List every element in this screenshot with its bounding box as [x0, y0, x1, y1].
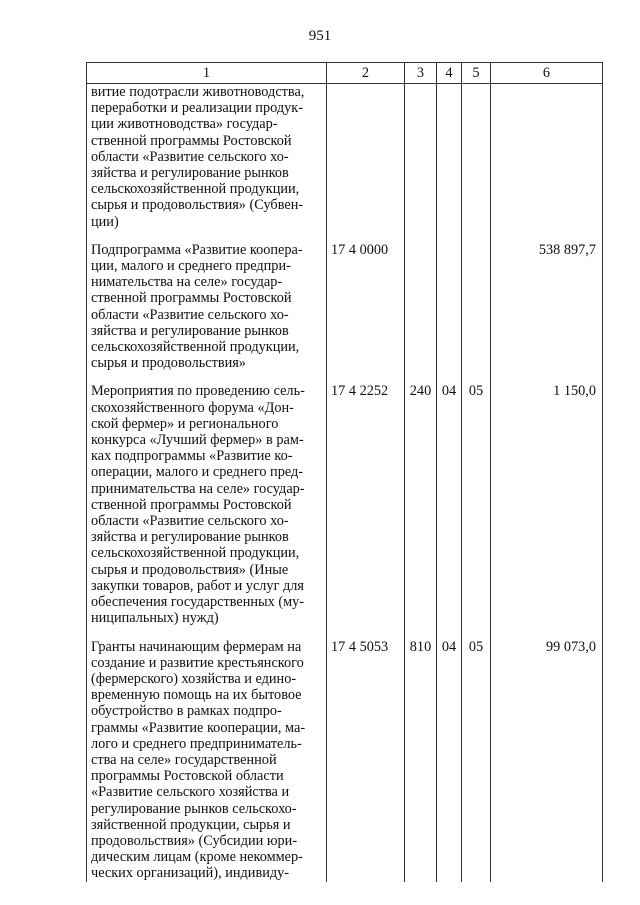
row-pr-cell: 05	[462, 639, 491, 882]
row-name-line: ственной программы Ростовской	[91, 496, 292, 513]
row-name-line: ниципальных) нужд)	[91, 610, 219, 627]
row-name-cell	[87, 242, 327, 372]
row-name-line: принимательства на селе» государ-	[91, 480, 305, 497]
row-name-line: Подпрограмма «Развитие коопера-	[91, 241, 303, 258]
row-name-line: скохозяйственного форума «Дон-	[91, 399, 294, 416]
row-pr-cell: 05	[462, 383, 491, 626]
spacer-cell	[437, 627, 462, 639]
row-name-line: зяйственной продукции, сырья и	[91, 816, 291, 833]
row-name-line: области «Развитие сельского хо-	[91, 306, 289, 323]
row-sum-cell: 538 897,7	[491, 242, 603, 372]
row-name-line: сельскохозяйственной продукции,	[91, 545, 300, 562]
row-name-line: ской фермер» и регионального	[91, 415, 279, 432]
spacer-cell	[87, 371, 327, 383]
spacer-cell	[405, 230, 437, 242]
row-name-line: области «Развитие сельского хо-	[91, 148, 289, 165]
row-sum-cell: 99 073,0	[491, 639, 603, 882]
row-vr-cell: 240	[405, 383, 437, 626]
row-name-line: обеспечения государственных (му-	[91, 594, 305, 611]
row-name-line: ции)	[91, 213, 119, 230]
row-code-cell: 17 4 5053	[327, 639, 405, 882]
row-pr-cell	[462, 84, 491, 230]
row-name-line: зяйства и регулирование рынков	[91, 165, 289, 182]
row-code-cell	[327, 84, 405, 230]
table-row	[87, 639, 603, 882]
table-row	[87, 242, 603, 372]
row-name-line: закупки товаров, работ и услуг для	[91, 577, 304, 594]
row-name-line: зяйства и регулирование рынков	[91, 529, 289, 546]
row-name-line: регулирование рынков сельскохо-	[91, 800, 297, 817]
row-name-line: обустройство в рамках подпро-	[91, 703, 282, 720]
spacer-cell	[87, 627, 327, 639]
column-header-name: 1	[87, 63, 327, 84]
row-name-line: сырья и продовольствия» (Субвен-	[91, 197, 304, 214]
spacer-cell	[491, 627, 603, 639]
spacer-cell	[462, 627, 491, 639]
spacer-cell	[405, 627, 437, 639]
row-name-line: переработки и реализации продук-	[91, 100, 303, 117]
row-name-line: сырья и продовольствия» (Иные	[91, 561, 289, 578]
row-name-line: ческих организаций), индивиду-	[91, 865, 290, 882]
row-name-line: зяйства и регулирование рынков	[91, 322, 289, 339]
row-name-line: Гранты начинающим фермерам на	[91, 638, 302, 655]
row-name-line: витие подотрасли животноводства,	[91, 84, 305, 100]
row-name-line: сырья и продовольствия»	[91, 355, 246, 372]
table-row	[87, 84, 603, 230]
row-rz-cell	[437, 84, 462, 230]
row-spacer	[87, 371, 603, 383]
row-name-line: операции, малого и среднего пред-	[91, 464, 304, 481]
table-body	[87, 84, 603, 882]
row-name-line: создание и развитие крестьянского	[91, 654, 304, 671]
spacer-cell	[491, 230, 603, 242]
spacer-cell	[405, 371, 437, 383]
row-sum-cell: 1 150,0	[491, 383, 603, 626]
spacer-cell	[87, 230, 327, 242]
row-name-line: Мероприятия по проведению сель-	[91, 383, 305, 400]
row-name-line: временную помощь на их бытовое	[91, 687, 302, 704]
row-rz-cell: 04	[437, 383, 462, 626]
row-code-cell: 17 4 0000	[327, 242, 405, 372]
spacer-cell	[462, 230, 491, 242]
spacer-cell	[437, 371, 462, 383]
row-name-line: программы Ростовской области	[91, 768, 284, 785]
row-name-line: дическим лицам (кроме некоммер-	[91, 849, 303, 866]
row-code-cell: 17 4 2252	[327, 383, 405, 626]
row-pr-cell	[462, 242, 491, 372]
row-name-line: продовольствия» (Субсидии юри-	[91, 832, 298, 849]
row-name-line: ции животноводства» государ-	[91, 116, 278, 133]
row-name-line: ственной программы Ростовской	[91, 290, 292, 307]
table-header-row	[87, 63, 603, 84]
row-name-line: ции, малого и среднего предпри-	[91, 258, 291, 275]
row-name-line: ства на селе» государственной	[91, 751, 277, 768]
row-name-line: области «Развитие сельского хо-	[91, 513, 289, 530]
row-name-cell	[87, 383, 327, 626]
row-vr-cell: 810	[405, 639, 437, 882]
spacer-cell	[491, 371, 603, 383]
row-name-line: конкурса «Лучший фермер» в рам-	[91, 432, 304, 449]
spacer-cell	[327, 627, 405, 639]
column-header-sum: 6	[491, 63, 603, 84]
spacer-cell	[327, 230, 405, 242]
row-name-cell	[87, 84, 327, 230]
row-name-line: ственной программы Ростовской	[91, 132, 292, 149]
row-vr-cell	[405, 242, 437, 372]
table-row	[87, 383, 603, 626]
row-spacer	[87, 627, 603, 639]
row-name-cell	[87, 639, 327, 882]
row-name-line: ках подпрограммы «Развитие ко-	[91, 448, 293, 465]
row-name-line: сельскохозяйственной продукции,	[91, 181, 300, 198]
row-name-line: «Развитие сельского хозяйства и	[91, 784, 290, 801]
row-name-line: граммы «Развитие кооперации, ма-	[91, 719, 306, 736]
column-header-pr: 5	[462, 63, 491, 84]
row-name-line: лого и среднего предприниматель-	[91, 735, 302, 752]
page-number: 951	[308, 28, 332, 44]
row-rz-cell: 04	[437, 639, 462, 882]
row-spacer	[87, 230, 603, 242]
column-header-code: 2	[327, 63, 405, 84]
row-vr-cell	[405, 84, 437, 230]
row-sum-cell	[491, 84, 603, 230]
column-header-vr: 3	[405, 63, 437, 84]
row-rz-cell	[437, 242, 462, 372]
spacer-cell	[462, 371, 491, 383]
spacer-cell	[437, 230, 462, 242]
row-name-line: нимательства на селе» государ-	[91, 274, 283, 291]
row-name-line: сельскохозяйственной продукции,	[91, 339, 300, 356]
spacer-cell	[327, 371, 405, 383]
row-name-line: (фермерского) хозяйства и едино-	[91, 670, 297, 687]
column-header-rz: 4	[437, 63, 462, 84]
budget-table	[86, 62, 603, 882]
